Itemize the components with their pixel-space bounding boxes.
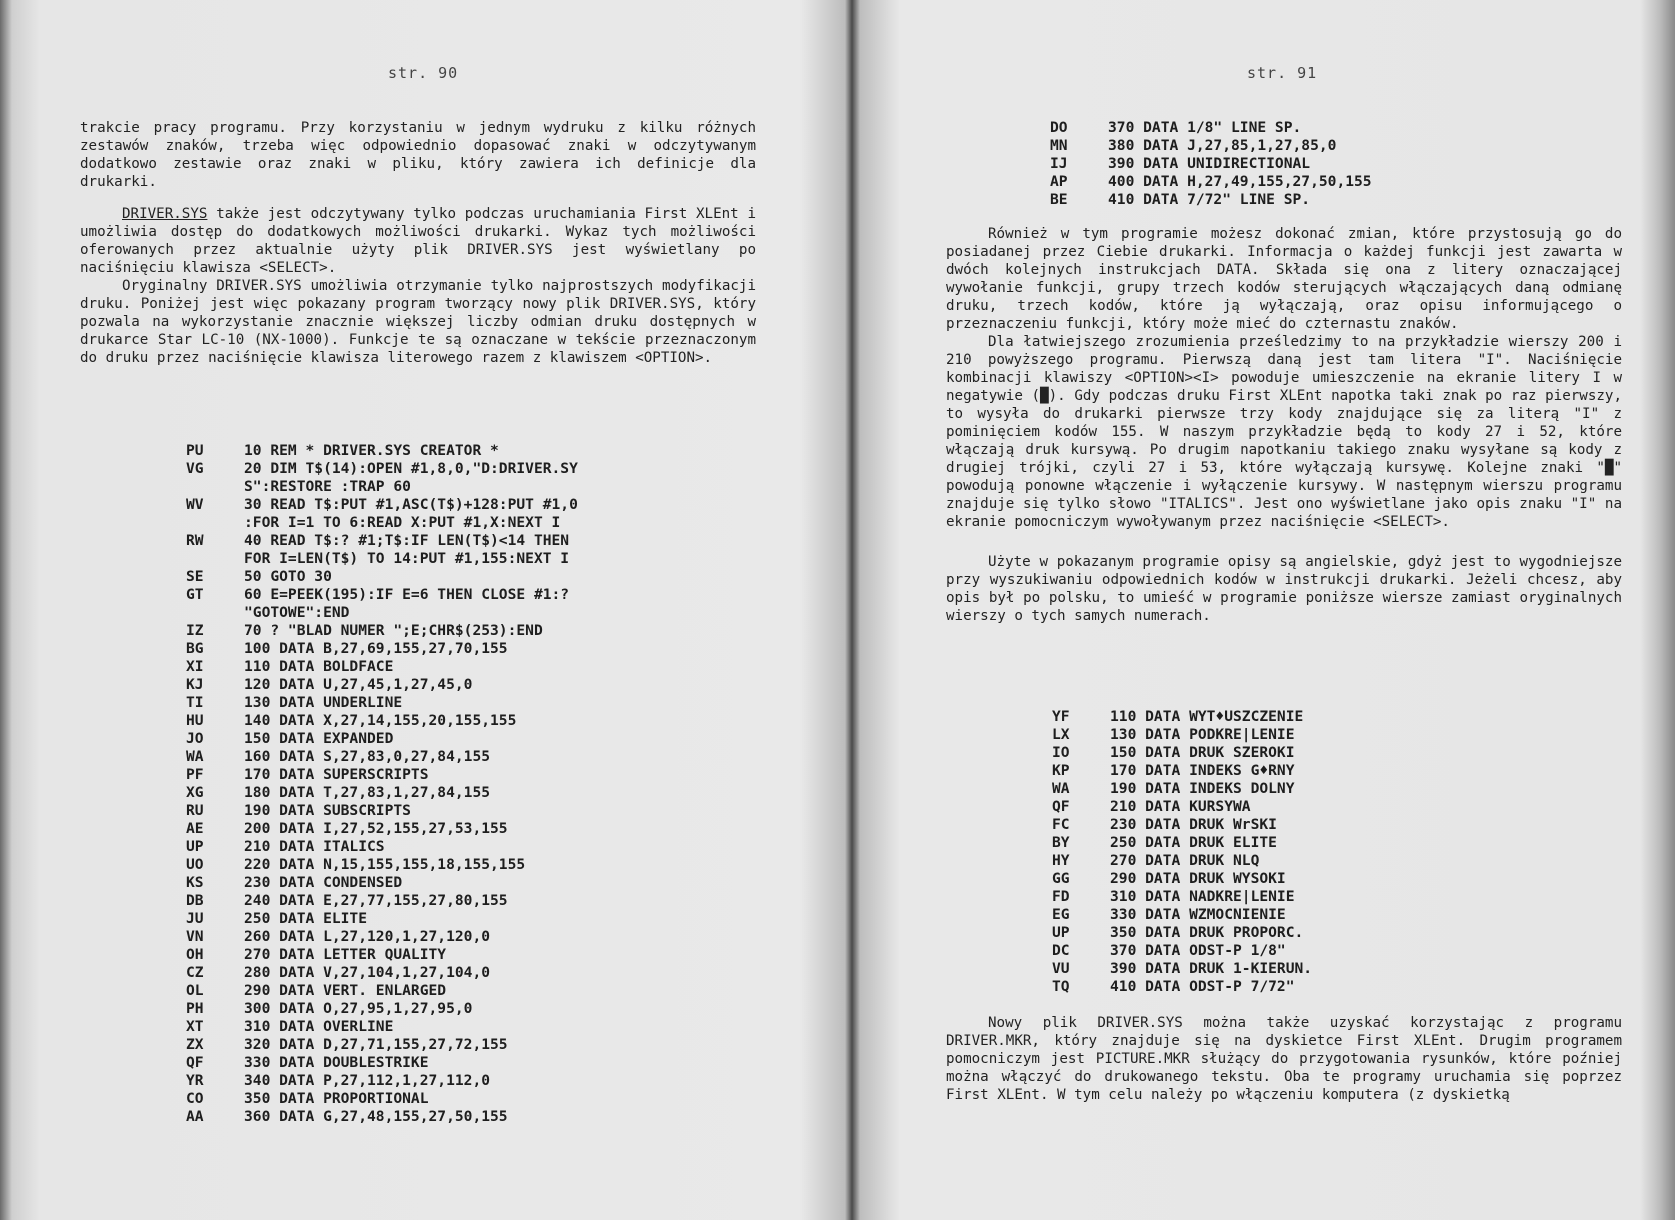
code-line: 190 DATA SUBSCRIPTS (244, 802, 411, 819)
listing-row (186, 1054, 578, 1072)
checksum-code: LX (1052, 726, 1070, 743)
listing-row (186, 442, 578, 460)
listing-row (1052, 708, 1312, 726)
listing-row (186, 622, 578, 640)
listing-row (186, 676, 578, 694)
code-line: 150 DATA EXPANDED (244, 730, 394, 747)
listing-row (186, 658, 578, 676)
code-line: 200 DATA I,27,52,155,27,53,155 (244, 820, 508, 837)
listing-row (186, 1090, 578, 1108)
checksum-code: EG (1052, 906, 1070, 923)
checksum-code: WV (186, 496, 204, 513)
code-line: 350 DATA PROPORTIONAL (244, 1090, 429, 1107)
checksum-code (186, 550, 244, 568)
code-line: 30 READ T$:PUT #1,ASC(T$)+128:PUT #1,0 (244, 496, 578, 513)
listing-row (186, 856, 578, 874)
listing-row (1052, 834, 1312, 852)
checksum-code: WA (1052, 780, 1070, 797)
listing-row (1052, 960, 1312, 978)
paragraph: Nowy plik DRIVER.SYS można także uzyskać korzystając z programu DRIVER.MKR, który znajduje się na dyskietce First XLEnt. Drugim programem pomocniczym jest PICTURE.MKR służący do przygotowania rysunków, które poźniej można włączyć do drukowanego tekstu. Oba te programy uruchamia się poprzez First XLEnt. W tym celu należy po włączeniu komputera (z dyskietką (946, 1015, 1622, 1103)
checksum-code: OL (186, 982, 204, 999)
listing-row (186, 514, 578, 532)
code-line: 100 DATA B,27,69,155,27,70,155 (244, 640, 508, 657)
code-line: 340 DATA P,27,112,1,27,112,0 (244, 1072, 491, 1089)
code-line: 290 DATA VERT. ENLARGED (244, 982, 447, 999)
listing-row (186, 586, 578, 604)
checksum-code: PF (186, 766, 204, 783)
listing-row (186, 964, 578, 982)
listing-row (1052, 762, 1312, 780)
code-line: 230 DATA DRUK WrSKI (1110, 816, 1277, 833)
listing-row (1050, 155, 1372, 173)
listing-row (186, 604, 578, 622)
paragraph: Użyte w pokazanym programie opisy są angielskie, gdyż jest to wygodniejsze przy wyszukiwaniu odpowiednich kodów w instrukcji drukarki. Jeżeli chcesz, aby opis był po polsku, to umieść w programie poniższe wiersze zamiast oryginalnych wierszy o tych samych numerach. (946, 554, 1622, 624)
checksum-code: KP (1052, 762, 1070, 779)
code-line: 270 DATA LETTER QUALITY (244, 946, 447, 963)
paragraph: Oryginalny DRIVER.SYS umożliwia otrzymanie tylko najprostszych modyfikacji druku. Poniżej jest więc pokazany program tworzący nowy plik DRIVER.SYS, który pozwala na wykorzystanie znacznie większej liczby odmian druku dostępnych w drukarce Star LC-10 (NX-1000). Funkcje te są oznaczane w tekście przeznaczonym do druku przez naciśnięcie klawisza literowego razem z klawiszem <OPTION>. (80, 278, 756, 366)
checksum-code: XI (186, 658, 204, 675)
listing-row (186, 820, 578, 838)
checksum-code: ZX (186, 1036, 204, 1053)
code-line: 330 DATA WZMOCNIENIE (1110, 906, 1286, 923)
checksum-code: AA (186, 1108, 204, 1125)
checksum-code: CO (186, 1090, 204, 1107)
listing-row (186, 568, 578, 586)
checksum-code: QF (186, 1054, 204, 1071)
code-line: 110 DATA WYT♦USZCZENIE (1110, 708, 1304, 725)
basic-listing (1050, 119, 1372, 209)
checksum-code: VN (186, 928, 204, 945)
checksum-code: WA (186, 748, 204, 765)
page-number: str. 90 (388, 64, 459, 82)
listing-row (186, 802, 578, 820)
code-line: 310 DATA NADKRE|LENIE (1110, 888, 1295, 905)
checksum-code: UP (1052, 924, 1070, 941)
paragraph (80, 205, 756, 277)
checksum-code: KJ (186, 676, 204, 693)
code-line: 370 DATA ODST-P 1/8" (1110, 942, 1286, 959)
paragraph: Również w tym programie możesz dokonać zmian, które przystosują go do posiadanej przez Ciebie drukarki. Informacja o każdej funkcji jest zawarta w dwóch kolejnych instrukcjach DATA. Składa się ona z litery oznaczającej wywołanie funkcji, grupy trzech kodów sterujących włączających daną odmianę druku, trzech kodów, które ją wyłączają, oraz opisu informującego o przeznaczeniu funkcji, który może mieć do czternastu znaków. (946, 226, 1622, 332)
checksum-code: PH (186, 1000, 204, 1017)
listing-row (186, 532, 578, 550)
checksum-code: UP (186, 838, 204, 855)
code-line: 360 DATA G,27,48,155,27,50,155 (244, 1108, 508, 1125)
code-line: 210 DATA KURSYWA (1110, 798, 1251, 815)
paragraph-text: także jest odczytywany tylko podczas uruchamiania First XLEnt i umożliwia dostęp do dodatkowych możliwości drukarki. Wykaz tych możliwości oferowanych przez aktualnie użyty plik DRIVER.SYS jest wyświetlany po naciśnięciu klawisza <SELECT>. (80, 206, 757, 276)
code-line: 130 DATA UNDERLINE (244, 694, 403, 711)
checksum-code: XT (186, 1018, 204, 1035)
listing-row (1050, 191, 1372, 209)
code-line: 120 DATA U,27,45,1,27,45,0 (244, 676, 473, 693)
listing-row (1050, 137, 1372, 155)
listing-row (186, 640, 578, 658)
listing-row (186, 928, 578, 946)
code-line: 130 DATA PODKRE|LENIE (1110, 726, 1295, 743)
code-line: 310 DATA OVERLINE (244, 1018, 394, 1035)
code-line: 110 DATA BOLDFACE (244, 658, 394, 675)
checksum-code: UO (186, 856, 204, 873)
code-line: 180 DATA T,27,83,1,27,84,155 (244, 784, 491, 801)
checksum-code: DO (1050, 119, 1068, 136)
checksum-code (186, 604, 244, 622)
checksum-code: IJ (1050, 155, 1068, 172)
code-line: 400 DATA H,27,49,155,27,50,155 (1108, 173, 1372, 190)
paragraph: Dla łatwiejszego zrozumienia prześledzimy to na przykładzie wierszy 200 i 210 powyższego programu. Pierwszą daną jest tam litera "I". Naciśnięcie kombinacji klawiszy <OPTION><I> powoduje umieszczenie na ekranie litery I w negatywie (█). Gdy podczas druku First XLEnt napotka taki znak po raz pierwszy, to wysyła do drukarki pierwsze trzy kody znajdujące się za literą "I" z pominięciem kodów 155. W naszym przykładzie będą to kody 27 i 52, które włączają druk kursywą. Po drugim napotkaniu takiego znaku wysyłane są kody z drugiej trójki, czyli 27 i 53, które wyłączają kursywę. Kolejne znaki "█" powodują ponowne włączenie i wyłączenie kursywy. W następnym wierszu programu znajduje się tylko słowo "ITALICS". Jest ono wyświetlane jako opis znaku "I" na ekranie pomocniczym wywoływanym przez naciśnięcie <SELECT>. (946, 334, 1622, 530)
underlined-term: DRIVER.SYS (122, 206, 208, 222)
code-line: 230 DATA CONDENSED (244, 874, 403, 891)
code-line: 170 DATA INDEKS G♦RNY (1110, 762, 1295, 779)
code-line: "GOTOWE":END (244, 604, 350, 621)
basic-listing (186, 442, 578, 1126)
listing-row (1052, 780, 1312, 798)
checksum-code: OH (186, 946, 204, 963)
checksum-code: FC (1052, 816, 1070, 833)
listing-row (1052, 906, 1312, 924)
listing-row (1052, 870, 1312, 888)
page-number: str. 91 (1247, 64, 1318, 82)
checksum-code: IO (1052, 744, 1070, 761)
code-line: 160 DATA S,27,83,0,27,84,155 (244, 748, 491, 765)
code-line: 290 DATA DRUK WYSOKI (1110, 870, 1286, 887)
listing-row (186, 1036, 578, 1054)
code-line: FOR I=LEN(T$) TO 14:PUT #1,155:NEXT I (244, 550, 570, 567)
checksum-code: YR (186, 1072, 204, 1089)
code-line: 350 DATA DRUK PROPORC. (1110, 924, 1304, 941)
checksum-code: HU (186, 712, 204, 729)
checksum-code: AE (186, 820, 204, 837)
code-line: 170 DATA SUPERSCRIPTS (244, 766, 429, 783)
listing-row (1052, 798, 1312, 816)
listing-row (186, 766, 578, 784)
left-text (80, 119, 756, 367)
checksum-code: BY (1052, 834, 1070, 851)
code-line: 250 DATA DRUK ELITE (1110, 834, 1277, 851)
listing-row (186, 1108, 578, 1126)
checksum-code: DC (1052, 942, 1070, 959)
code-line: 140 DATA X,27,14,155,20,155,155 (244, 712, 517, 729)
code-line: 190 DATA INDEKS DOLNY (1110, 780, 1295, 797)
checksum-code: FD (1052, 888, 1070, 905)
code-line: 240 DATA E,27,77,155,27,80,155 (244, 892, 508, 909)
right-page (852, 0, 1675, 1220)
paragraph: trakcie pracy programu. Przy korzystaniu w jednym wydruku z kilku różnych zestawów znaków, trzeba więc odpowiednio dopasować znaki w odczytywanym dodatkowo zestawie oraz znaki w pliku, który zawiera ich definicje dla drukarki. (80, 120, 756, 190)
checksum-code: TQ (1052, 978, 1070, 995)
checksum-code: HY (1052, 852, 1070, 869)
right-closing-text (946, 1014, 1622, 1104)
checksum-code: PU (186, 442, 204, 459)
listing-row (1050, 173, 1372, 191)
checksum-code: VU (1052, 960, 1070, 977)
checksum-code: JU (186, 910, 204, 927)
checksum-code (186, 478, 244, 496)
code-line: 380 DATA J,27,85,1,27,85,0 (1108, 137, 1337, 154)
checksum-code: MN (1050, 137, 1068, 154)
right-text (946, 225, 1622, 625)
listing-row (186, 874, 578, 892)
listing-row (1052, 726, 1312, 744)
listing-row (1052, 978, 1312, 996)
checksum-code: BE (1050, 191, 1068, 208)
listing-row (186, 1018, 578, 1036)
listing-row (1052, 924, 1312, 942)
code-line: 410 DATA 7/72" LINE SP. (1108, 191, 1311, 208)
code-line: 220 DATA N,15,155,155,18,155,155 (244, 856, 526, 873)
checksum-code: TI (186, 694, 204, 711)
listing-row (186, 1072, 578, 1090)
checksum-code: AP (1050, 173, 1068, 190)
listing-row (186, 496, 578, 514)
code-line: 390 DATA DRUK 1-KIERUN. (1110, 960, 1313, 977)
code-line: 40 READ T$:? #1;T$:IF LEN(T$)<14 THEN (244, 532, 570, 549)
code-line: 270 DATA DRUK NLQ (1110, 852, 1260, 869)
listing-row (186, 910, 578, 928)
code-line: :FOR I=1 TO 6:READ X:PUT #1,X:NEXT I (244, 514, 561, 531)
checksum-code (186, 514, 244, 532)
checksum-code: VG (186, 460, 204, 477)
code-line: 410 DATA ODST-P 7/72" (1110, 978, 1295, 995)
code-line: 300 DATA O,27,95,1,27,95,0 (244, 1000, 473, 1017)
listing-row (186, 748, 578, 766)
checksum-code: GG (1052, 870, 1070, 887)
code-line: 390 DATA UNIDIRECTIONAL (1108, 155, 1311, 172)
code-line: S":RESTORE :TRAP 60 (244, 478, 411, 495)
code-line: 280 DATA V,27,104,1,27,104,0 (244, 964, 491, 981)
basic-listing-polish (1052, 708, 1312, 996)
code-line: 50 GOTO 30 (244, 568, 332, 585)
listing-row (186, 892, 578, 910)
checksum-code: BG (186, 640, 204, 657)
listing-row (1052, 852, 1312, 870)
listing-row (186, 1000, 578, 1018)
listing-row (1052, 744, 1312, 762)
listing-row (186, 478, 578, 496)
checksum-code: YF (1052, 708, 1070, 725)
listing-row (186, 550, 578, 568)
checksum-code: KS (186, 874, 204, 891)
code-line: 150 DATA DRUK SZEROKI (1110, 744, 1295, 761)
code-line: 70 ? "BLAD NUMER ";E;CHR$(253):END (244, 622, 543, 639)
listing-row (1052, 816, 1312, 834)
code-line: 260 DATA L,27,120,1,27,120,0 (244, 928, 491, 945)
code-line: 320 DATA D,27,71,155,27,72,155 (244, 1036, 508, 1053)
code-line: 250 DATA ELITE (244, 910, 368, 927)
listing-row (186, 730, 578, 748)
checksum-code: JO (186, 730, 204, 747)
listing-row (186, 712, 578, 730)
listing-row (186, 460, 578, 478)
checksum-code: CZ (186, 964, 204, 981)
listing-row (1052, 942, 1312, 960)
listing-row (186, 694, 578, 712)
checksum-code: GT (186, 586, 204, 603)
listing-row (186, 982, 578, 1000)
listing-row (186, 784, 578, 802)
code-line: 20 DIM T$(14):OPEN #1,8,0,"D:DRIVER.SY (244, 460, 578, 477)
checksum-code: SE (186, 568, 204, 585)
code-line: 60 E=PEEK(195):IF E=6 THEN CLOSE #1:? (244, 586, 570, 603)
checksum-code: RW (186, 532, 204, 549)
code-line: 210 DATA ITALICS (244, 838, 385, 855)
code-line: 330 DATA DOUBLESTRIKE (244, 1054, 429, 1071)
listing-row (1052, 888, 1312, 906)
listing-row (1050, 119, 1372, 137)
checksum-code: DB (186, 892, 204, 909)
listing-row (186, 838, 578, 856)
code-line: 370 DATA 1/8" LINE SP. (1108, 119, 1302, 136)
listing-row (186, 946, 578, 964)
checksum-code: IZ (186, 622, 204, 639)
checksum-code: RU (186, 802, 204, 819)
checksum-code: QF (1052, 798, 1070, 815)
checksum-code: XG (186, 784, 204, 801)
code-line: 10 REM * DRIVER.SYS CREATOR * (244, 442, 499, 459)
